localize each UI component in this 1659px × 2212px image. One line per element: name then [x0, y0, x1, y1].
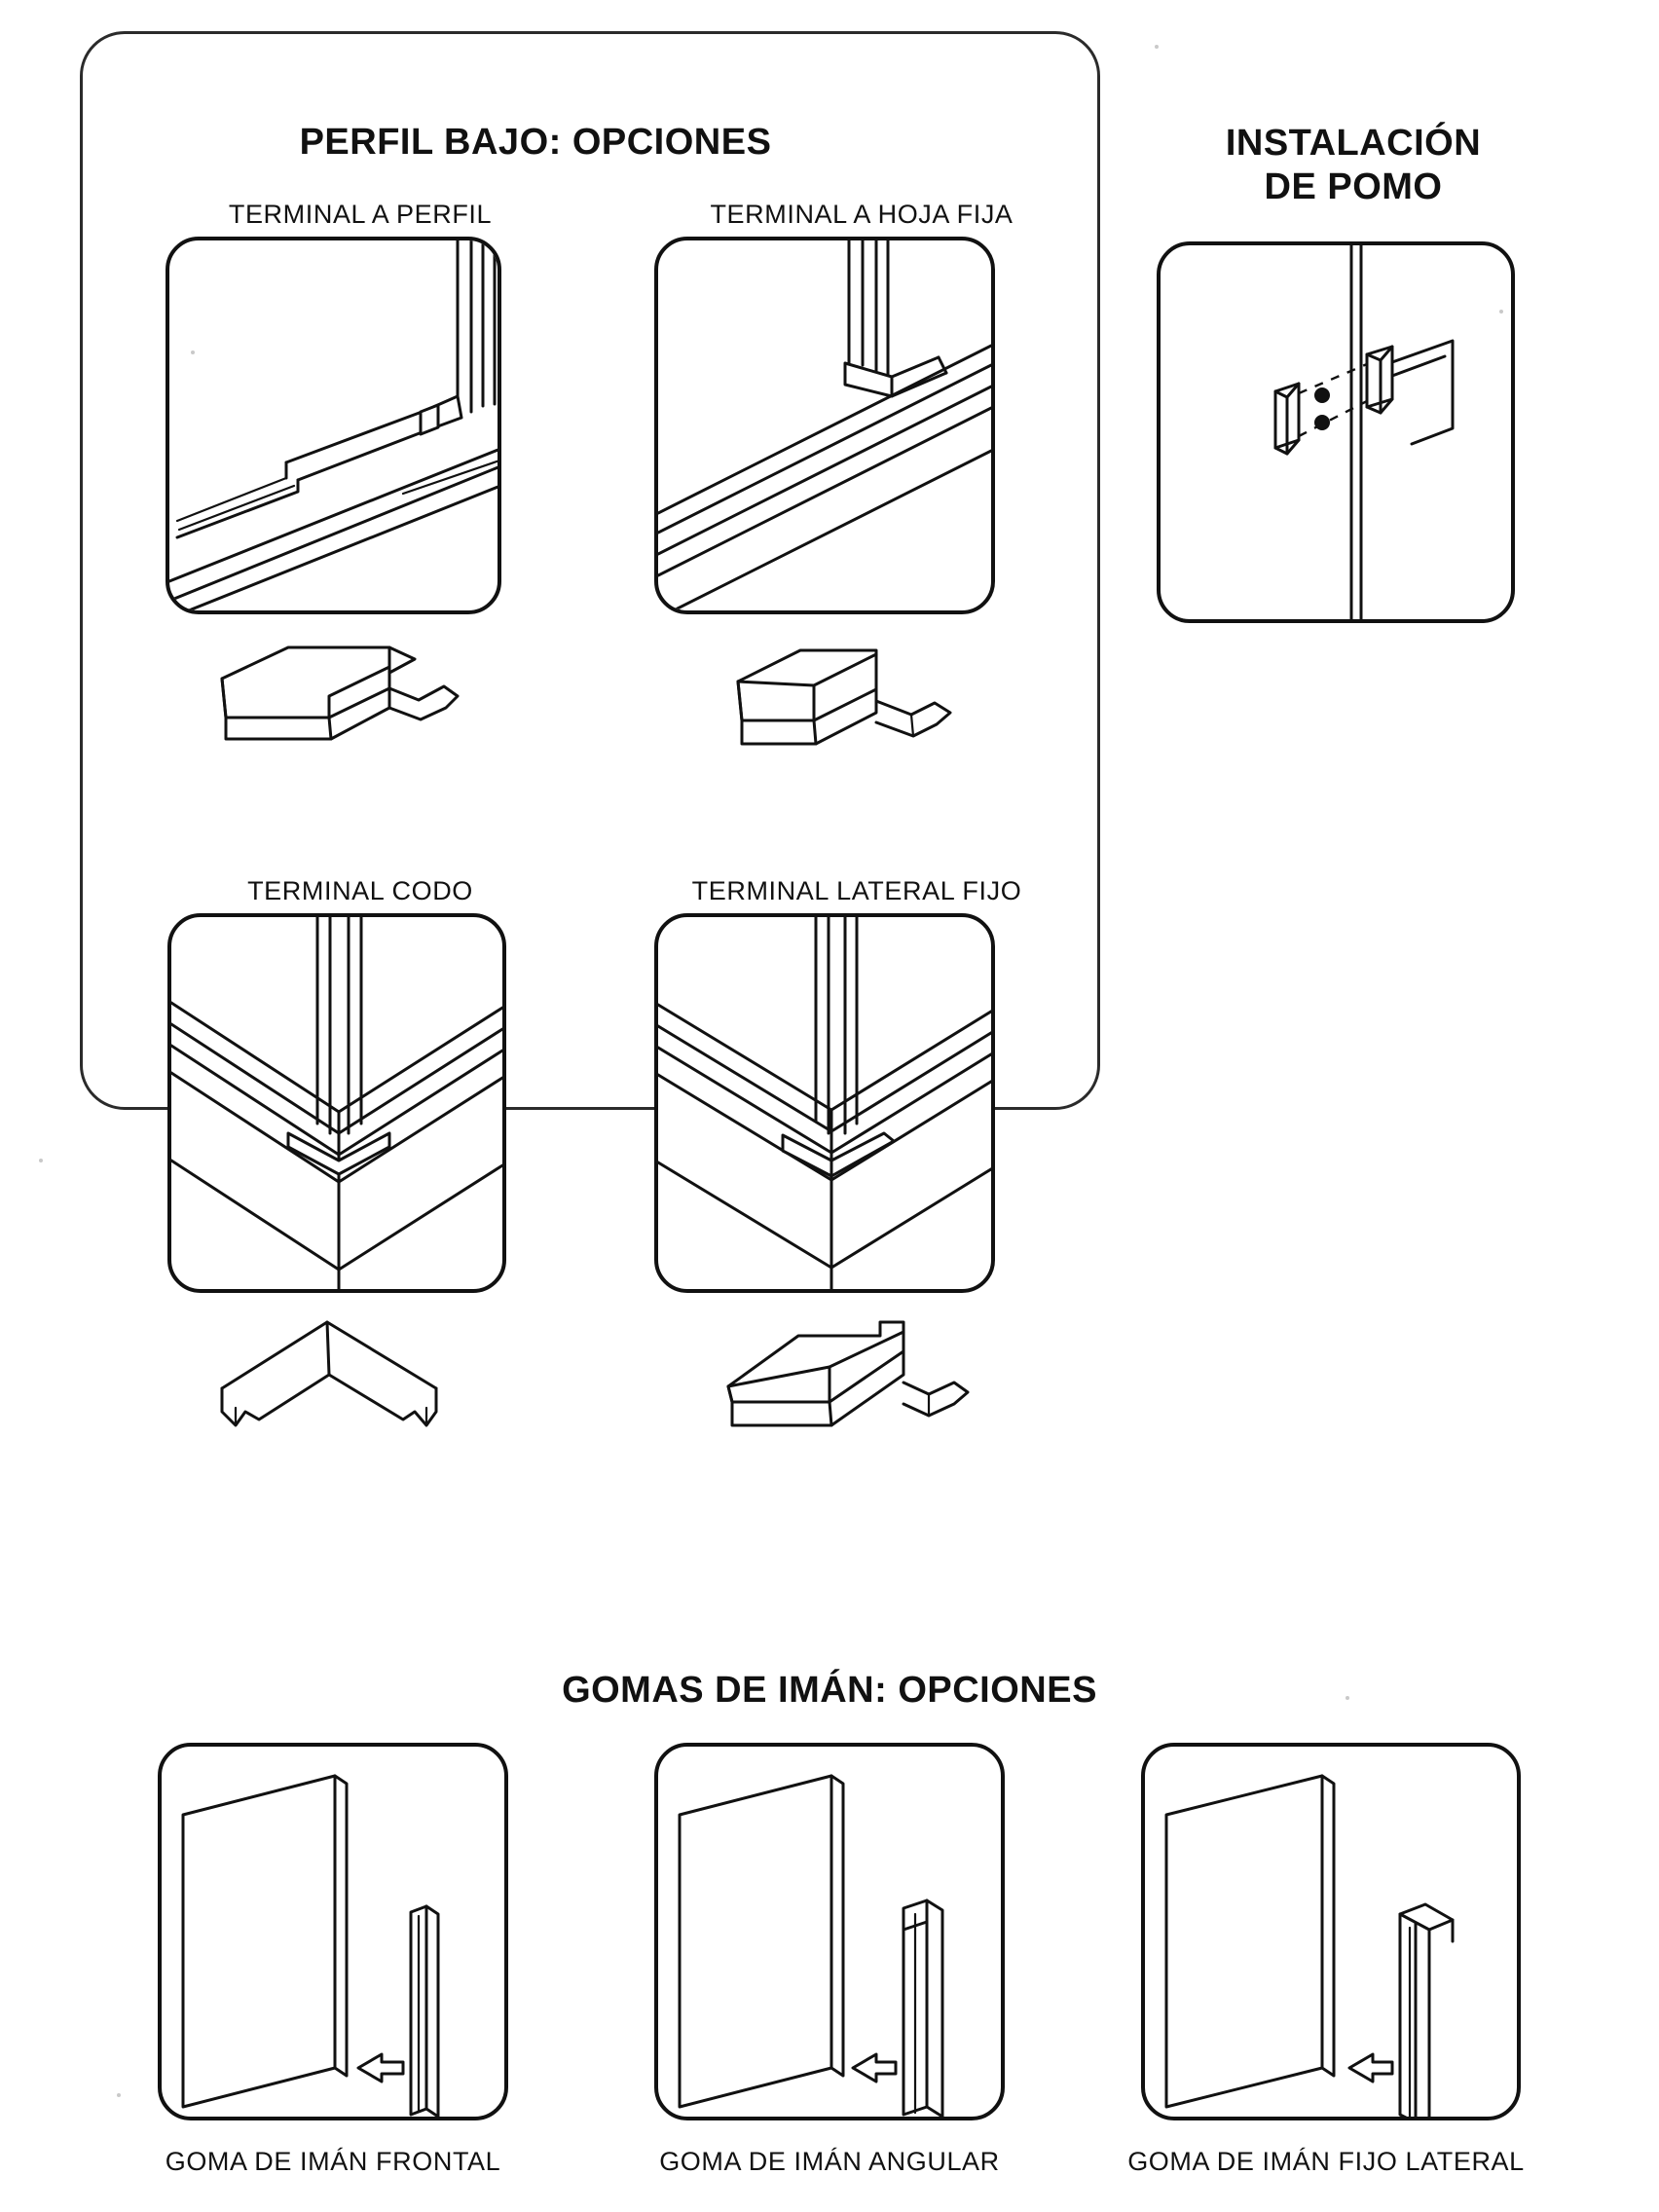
instalacion-pomo-drawing: [1161, 245, 1515, 623]
part-terminal-a-perfil: [212, 638, 465, 774]
scan-speck: [117, 2093, 121, 2097]
figure-instalacion-pomo: [1157, 241, 1515, 623]
caption-terminal-a-perfil: TERMINAL A PERFIL: [228, 200, 493, 229]
part-terminal-a-hoja-fija-drawing: [730, 643, 964, 779]
part-terminal-lateral-fijo: [722, 1312, 976, 1455]
scan-speck: [1155, 45, 1159, 49]
part-terminal-a-hoja-fija: [730, 643, 964, 779]
caption-terminal-a-hoja-fija: TERMINAL A HOJA FIJA: [710, 200, 1014, 229]
terminal-a-hoja-fija-drawing: [658, 240, 995, 614]
part-terminal-lateral-fijo-drawing: [722, 1312, 976, 1455]
scan-speck: [1499, 310, 1503, 313]
part-terminal-codo-drawing: [212, 1314, 465, 1441]
section-title-gomas-iman: GOMAS DE IMÁN: OPCIONES: [562, 1670, 1097, 1711]
part-terminal-codo: [212, 1314, 465, 1441]
figure-goma-frontal: [158, 1743, 508, 2120]
part-terminal-a-perfil-drawing: [212, 638, 465, 774]
scan-speck: [1346, 1696, 1349, 1700]
terminal-codo-drawing: [171, 917, 506, 1293]
figure-goma-fijo-lateral: [1141, 1743, 1521, 2120]
scan-speck: [191, 350, 195, 354]
goma-fijo-lateral-drawing: [1145, 1747, 1521, 2120]
figure-terminal-codo: [167, 913, 506, 1293]
goma-angular-drawing: [658, 1747, 1005, 2120]
scan-speck: [39, 1159, 43, 1162]
caption-goma-fijo-lateral: GOMA DE IMÁN FIJO LATERAL: [1127, 2147, 1525, 2176]
figure-terminal-lateral-fijo: [654, 913, 995, 1293]
caption-terminal-lateral-fijo: TERMINAL LATERAL FIJO: [691, 876, 1022, 905]
section-title-instalacion-pomo: [1120, 122, 1587, 209]
figure-goma-angular: [654, 1743, 1005, 2120]
section-title-perfil-bajo: PERFIL BAJO: OPCIONES: [299, 122, 772, 163]
caption-terminal-codo: TERMINAL CODO: [247, 876, 473, 905]
goma-frontal-drawing: [162, 1747, 508, 2120]
instalacion-pomo-title-line-1: INSTALACIÓN: [1225, 123, 1482, 164]
caption-goma-angular: GOMA DE IMÁN ANGULAR: [659, 2147, 1000, 2176]
instalacion-pomo-title-line-2: DE POMO: [1264, 166, 1443, 207]
figure-terminal-a-hoja-fija: [654, 237, 995, 614]
terminal-lateral-fijo-drawing: [658, 917, 995, 1293]
figure-terminal-a-perfil: [166, 237, 501, 614]
caption-goma-frontal: GOMA DE IMÁN FRONTAL: [165, 2147, 501, 2176]
terminal-a-perfil-drawing: [169, 240, 501, 614]
